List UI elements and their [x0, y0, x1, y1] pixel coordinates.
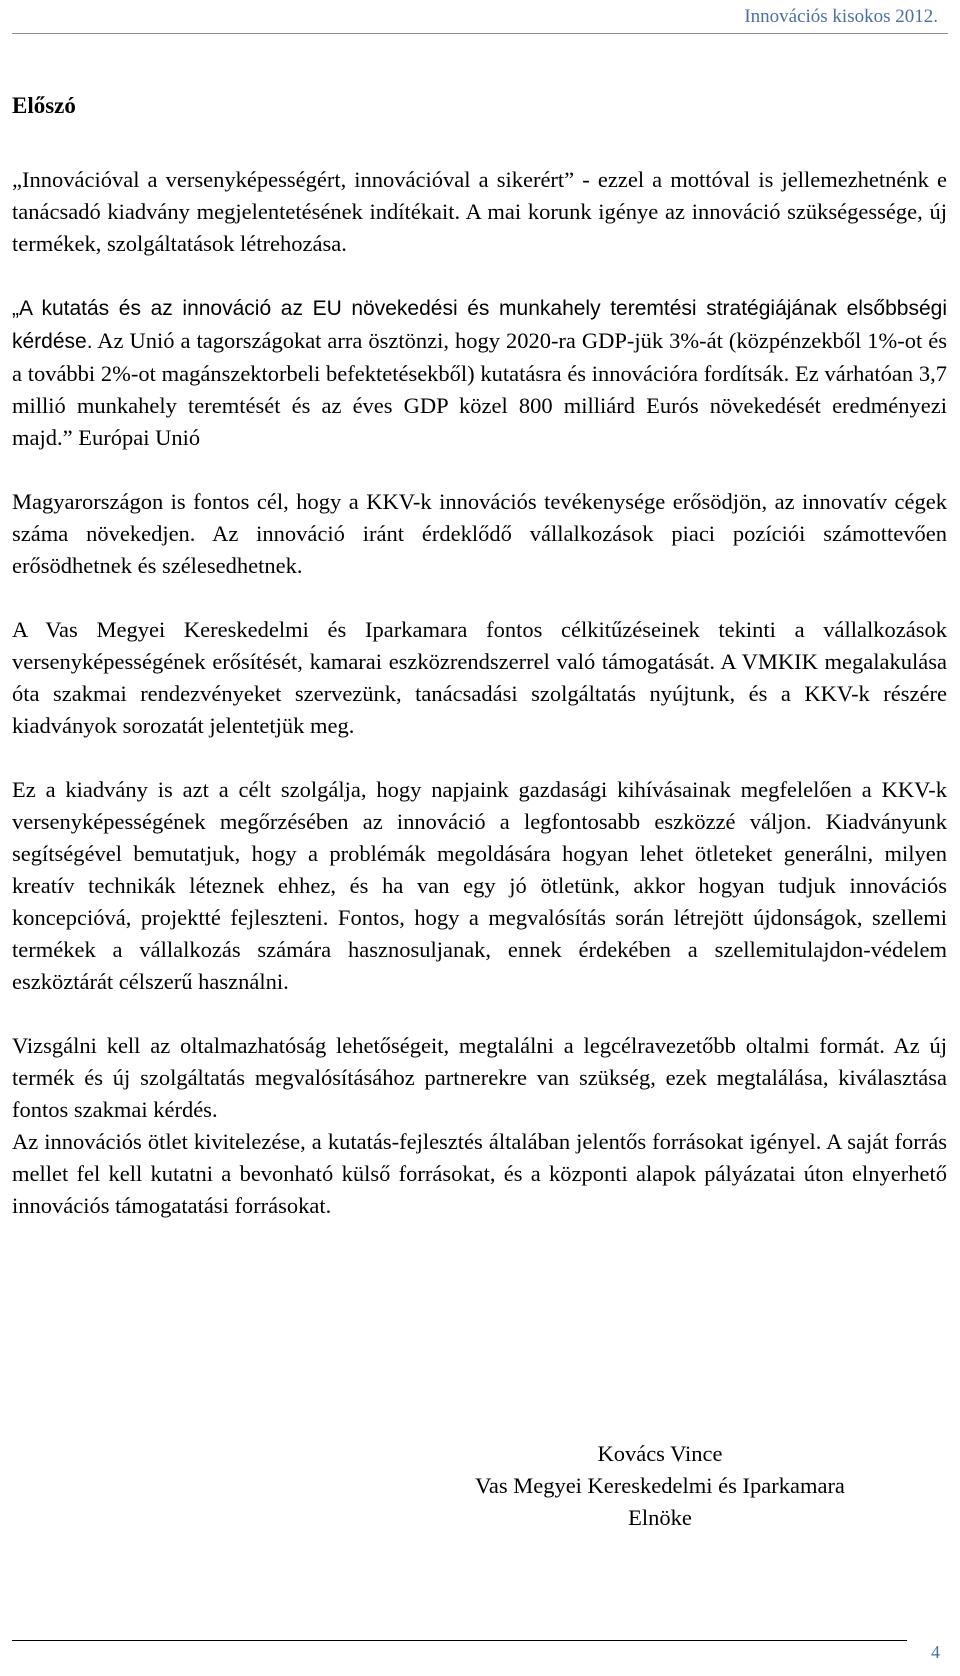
- signature-organization: Vas Megyei Kereskedelmi és Iparkamara: [475, 1473, 845, 1498]
- paragraph-4: A Vas Megyei Kereskedelmi és Iparkamara fontos célkitűzéseinek tekinti a vállalkozások versenyképességének erősítését, kamarai eszközrendszerrel való támogatását. A VMKIK megalakulása óta szakmai rendezvényeket szervezünk, tanácsadási szolgáltatás nyújtunk, és a KKV-k részére kiadványok sorozatát jelentetjük meg.: [12, 617, 947, 738]
- page-title: Előszó: [12, 93, 76, 118]
- signature-name: Kovács Vince: [597, 1441, 723, 1466]
- header-divider: [12, 33, 948, 34]
- eu-quote-body: Az Unió a tagországokat arra ösztönzi, hogy 2020-ra GDP-jük 3%-át (közpénzekből 1%-ot és a további 2%-ot magánszektorbeli befektetésekből) kutatásra és innovációra fordítsák. Ez várhatóan 3,7 millió munkahely teremtését és az éves GDP közel 800 milliárd Eurós növekedését eredményezi majd.” Európai Unió: [12, 328, 947, 450]
- document-body: [12, 90, 947, 1254]
- paragraph-3: Magyarországon is fontos cél, hogy a KKV-k innovációs tevékenysége erősödjön, az innovatív cégek száma növekedjen. Az innováció iránt érdeklődő vállalkozások piaci pozíciói számottevően erősödhetnek és szélesedhetnek.: [12, 489, 947, 578]
- signature-role: Elnöke: [628, 1505, 692, 1530]
- paragraph-1: „Innovációval a versenyképességért, innovációval a sikerért” - ezzel a mottóval is jellemezhetnénk e tanácsadó kiadvány megjelentetésének indítékait. A mai korunk igénye az innováció szükségessége, új termékek, szolgáltatások létrehozása.: [12, 167, 947, 256]
- signature-block: [430, 1438, 890, 1534]
- footer-divider: [12, 1640, 907, 1641]
- page-number: 4: [931, 1642, 940, 1662]
- paragraph-5: Ez a kiadvány is azt a célt szolgálja, hogy napjaink gazdasági kihívásainak megfelelően a KKV-k versenyképességének megőrzésében az innováció a legfontosabb eszközzé váljon. Kiadványunk segítségével bemutatjuk, hogy a problémák megoldására hogyan lehet ötleteket generálni, milyen kreatív technikák léteznek ehhez, és ha van egy jó ötletünk, akkor hogyan tudjuk innovációs koncepcióvá, projektté fejleszteni. Fontos, hogy a megvalósítás során létrejött újdonságok, szellemi termékek a vállalkozás számára hasznosuljanak, ennek érdekében a szellemitulajdon-védelem eszköztárát célszerű használni.: [12, 777, 947, 994]
- eu-quote-intro: „A kutatás és az innováció az EU növekedési és munkahely teremtési stratégiájának elsőbbségi kérdése.: [12, 297, 947, 353]
- running-header: Innovációs kisokos 2012.: [744, 6, 938, 27]
- paragraph-6: Vizsgálni kell az oltalmazhatóság lehetőségeit, megtalálni a legcélravezetőbb oltalmi formát. Az új termék és új szolgáltatás megvalósításához partnerekre van szükség, ezek megtalálása, kiválasztása fontos szakmai kérdés.: [12, 1033, 947, 1122]
- paragraph-2: [12, 292, 947, 454]
- paragraph-7: Az innovációs ötlet kivitelezése, a kutatás-fejlesztés általában jelentős forrásokat igényel. A saját forrás mellet fel kell kutatni a bevonható külső forrásokat, és a központi alapok pályázatai úton elnyerhető innovációs támogatatási forrásokat.: [12, 1129, 947, 1218]
